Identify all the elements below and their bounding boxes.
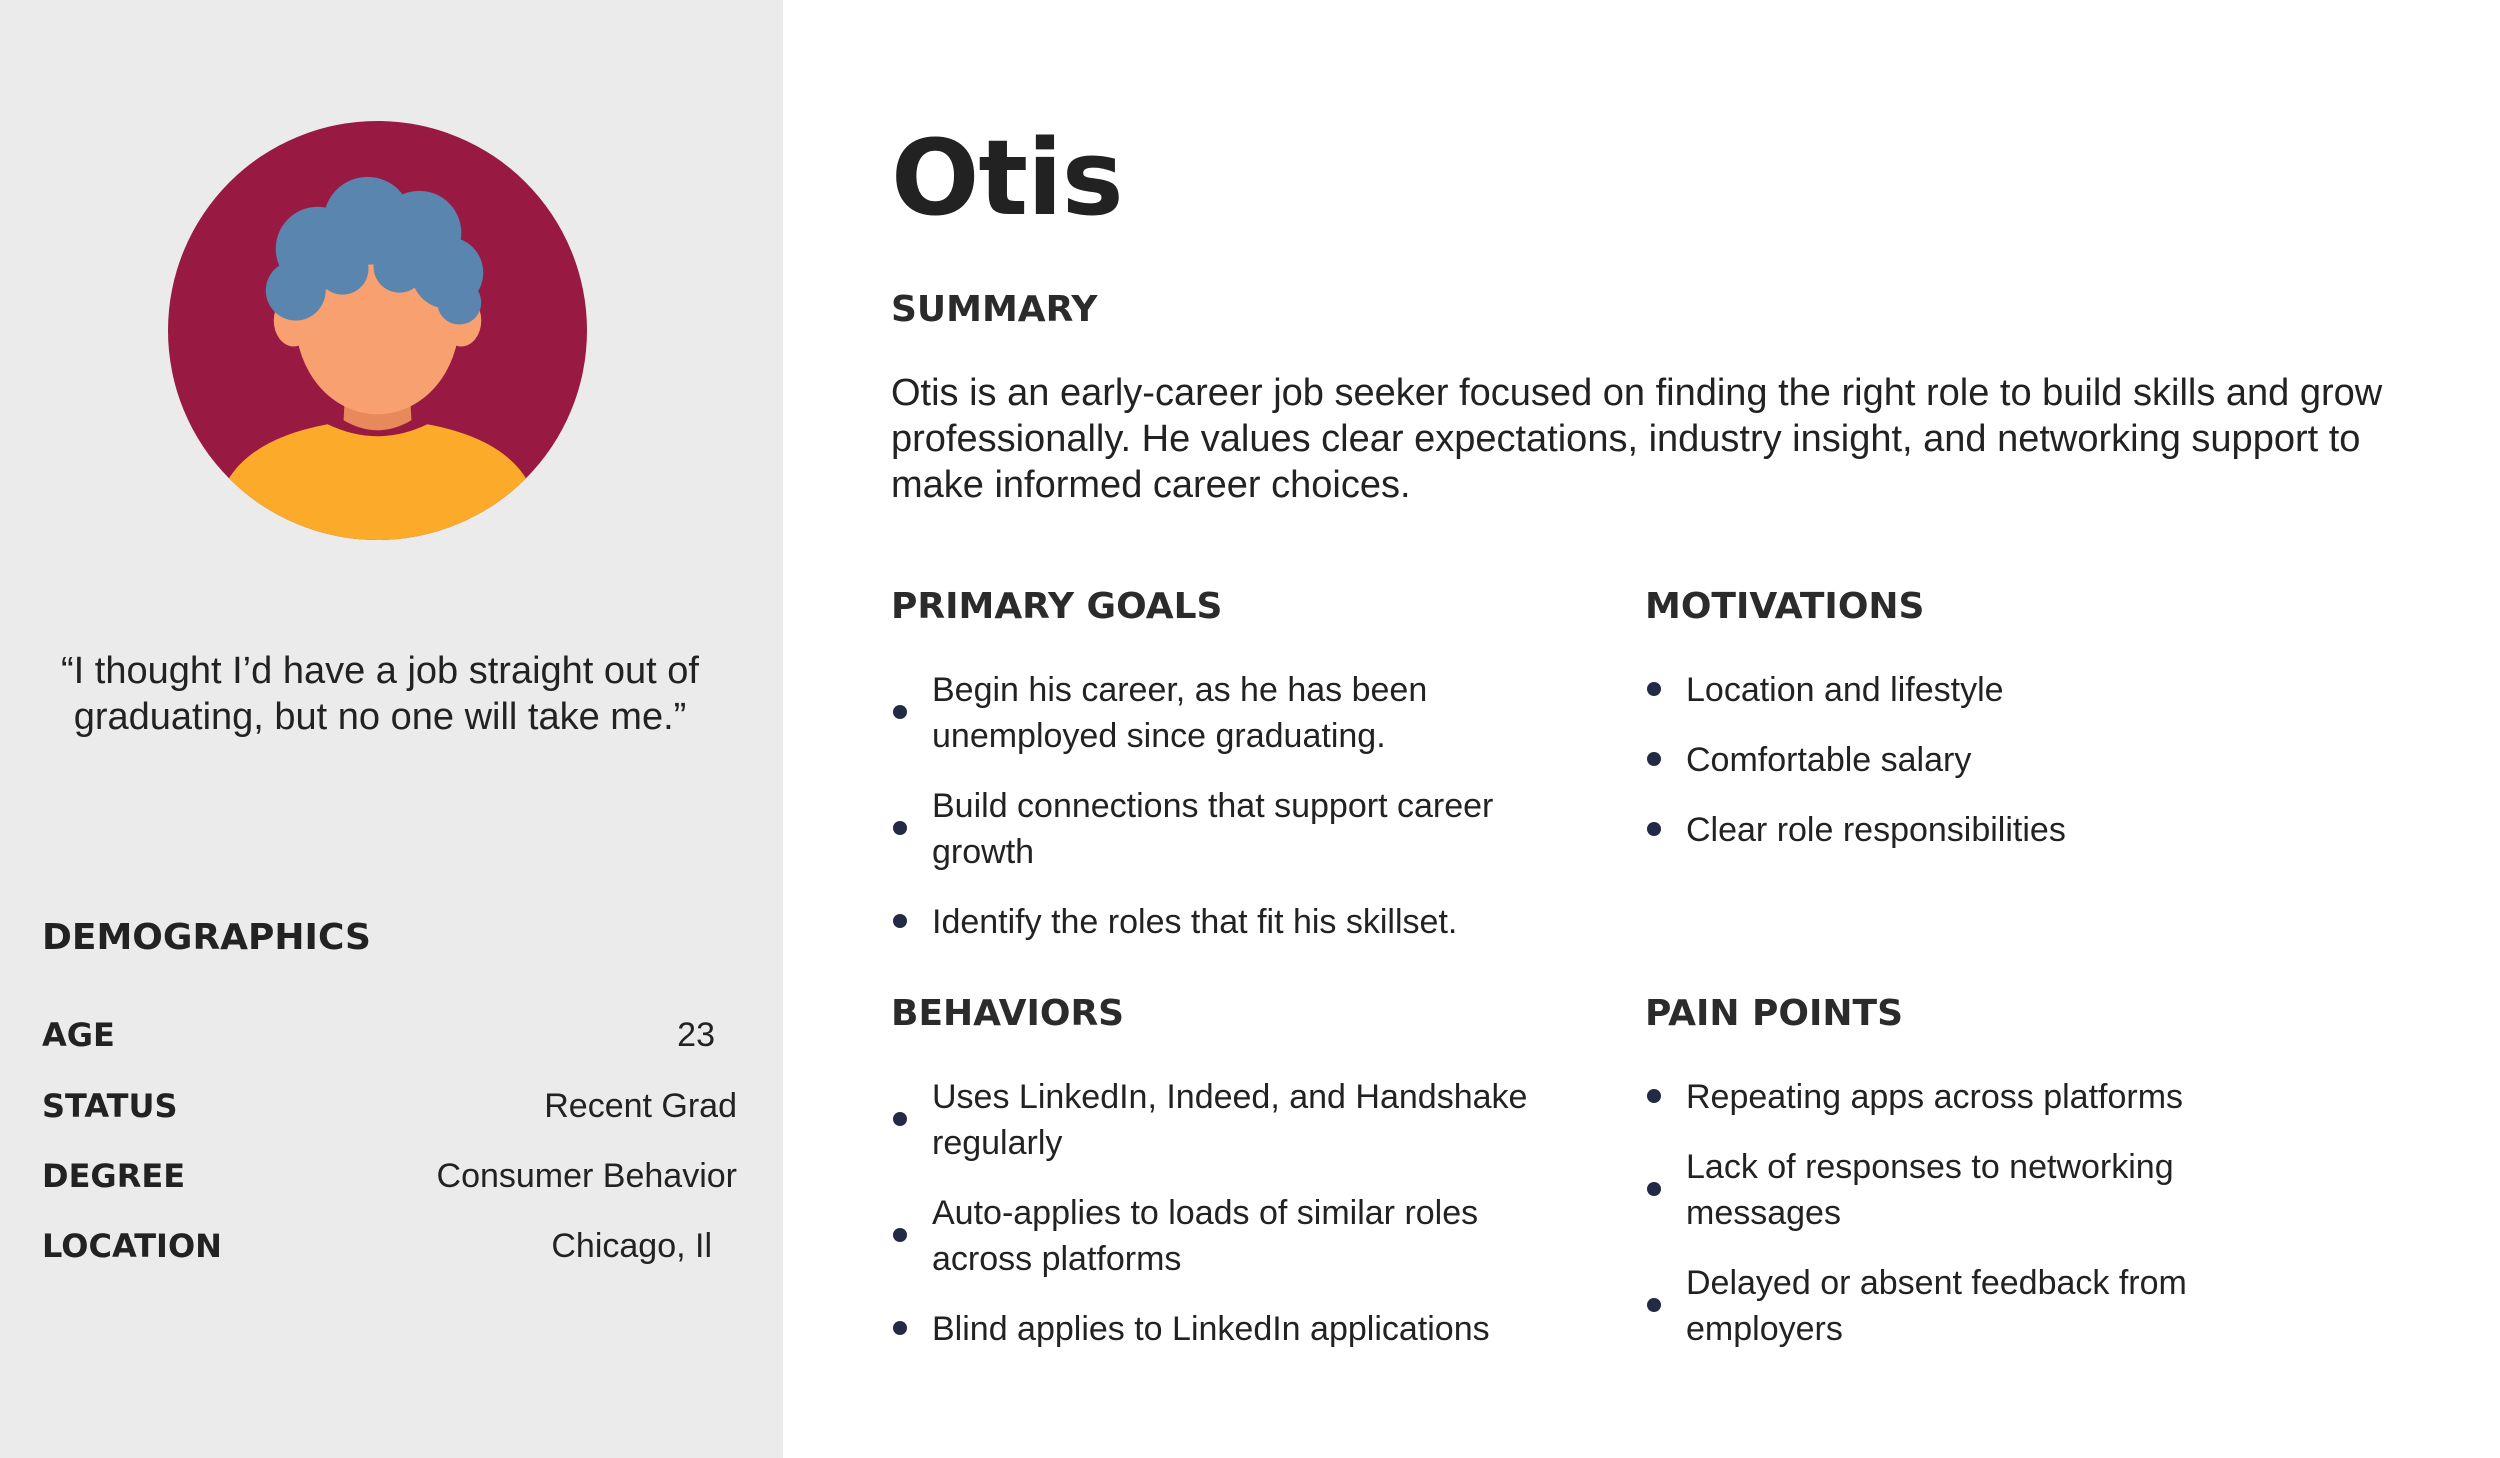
primary-goals-list [891, 667, 1581, 969]
list-item-text: Repeating apps across platforms [1686, 1078, 2184, 1116]
bullet-icon [1647, 822, 1661, 836]
bullet-icon [1647, 1089, 1661, 1103]
list-item-text: Build connections that support career growth [932, 787, 1494, 871]
list-item [891, 1306, 1581, 1352]
pain-points-title: PAIN POINTS [1645, 993, 1903, 1034]
bullet-icon [893, 705, 907, 719]
persona-quote: “I thought I’d have a job straight out of graduating, but no one will take me.” [61, 650, 699, 738]
list-item [1645, 807, 2345, 853]
summary-text: Otis is an early-career job seeker focused on finding the right role to build skills and grow professionally. He values clear expectations, industry insight, and networking support to make informed career choices. [891, 372, 2383, 506]
list-item-text: Lack of responses to networking messages [1686, 1148, 2174, 1232]
list-item-text: Blind applies to LinkedIn applications [932, 1310, 1490, 1348]
persona-sidebar [0, 0, 783, 1458]
behaviors-list [891, 1074, 1581, 1376]
list-item [891, 899, 1581, 945]
demographic-row-degree [42, 1153, 737, 1199]
bullet-icon [893, 821, 907, 835]
list-item-text: Comfortable salary [1686, 741, 1972, 779]
pain-points-list [1645, 1074, 2285, 1376]
bullet-icon [893, 914, 907, 928]
list-item-text: Auto-applies to loads of similar roles across platforms [932, 1194, 1479, 1278]
list-item-text: Begin his career, as he has been unemployed since graduating. [932, 671, 1428, 755]
persona-name: Otis [891, 117, 1123, 239]
demographics-title: DEMOGRAPHICS [42, 917, 371, 958]
demographic-label: DEGREE [42, 1157, 186, 1195]
list-item-text: Location and lifestyle [1686, 671, 2004, 709]
demographic-row-location [42, 1223, 737, 1269]
demographic-label: LOCATION [42, 1227, 222, 1265]
bullet-icon [893, 1321, 907, 1335]
motivations-title: MOTIVATIONS [1645, 586, 1925, 627]
list-item-text: Identify the roles that fit his skillset. [932, 903, 1458, 941]
bullet-icon [893, 1228, 907, 1242]
demographic-value: Consumer Behavior [436, 1157, 737, 1195]
bullet-icon [893, 1112, 907, 1126]
summary-title: SUMMARY [891, 289, 1098, 330]
list-item-text: Uses LinkedIn, Indeed, and Handshake regularly [932, 1078, 1528, 1162]
behaviors-title: BEHAVIORS [891, 993, 1125, 1034]
primary-goals-title: PRIMARY GOALS [891, 586, 1223, 627]
list-item [1645, 1144, 2285, 1236]
list-item [891, 1074, 1581, 1166]
demographic-value: Recent Grad [544, 1087, 737, 1125]
list-item [1645, 667, 2345, 713]
list-item [1645, 737, 2345, 783]
demographic-label: STATUS [42, 1087, 178, 1125]
list-item-text: Delayed or absent feedback from employers [1686, 1264, 2187, 1348]
list-item [1645, 1260, 2285, 1352]
bullet-icon [1647, 1182, 1661, 1196]
list-item [891, 667, 1581, 759]
demographic-label: AGE [42, 1016, 115, 1054]
demographic-row-age [42, 1012, 737, 1058]
demographic-value: Chicago, Il [551, 1227, 712, 1265]
bullet-icon [1647, 752, 1661, 766]
motivations-list [1645, 667, 2345, 877]
bullet-icon [1647, 1298, 1661, 1312]
demographic-row-status [42, 1083, 737, 1129]
bullet-icon [1647, 682, 1661, 696]
list-item [891, 783, 1581, 875]
avatar-shirt [228, 424, 527, 540]
list-item [1645, 1074, 2285, 1120]
persona-avatar [168, 121, 587, 540]
list-item [891, 1190, 1581, 1282]
list-item-text: Clear role responsibilities [1686, 811, 2066, 849]
demographic-value: 23 [677, 1016, 715, 1054]
